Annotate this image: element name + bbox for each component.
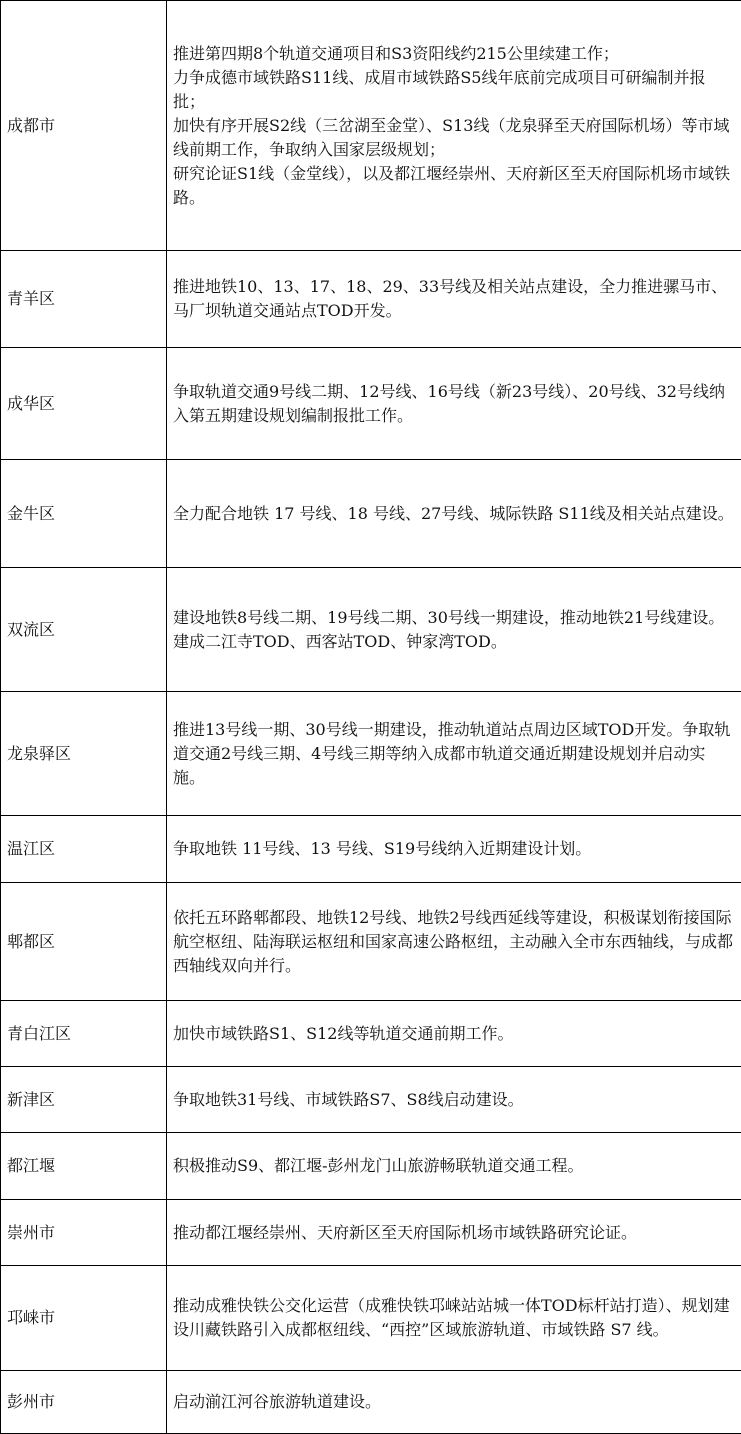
- content-cell: [167, 692, 741, 816]
- content-cell: [167, 568, 741, 692]
- content-line: 加快有序开展S2线（三岔湖至金堂）、S13线（龙泉驿至天府国际机场）等市域线前期工作，争取纳入国家层级规划；: [173, 115, 730, 159]
- content-cell: [167, 251, 741, 348]
- table-row: [1, 348, 741, 460]
- content-cell: [167, 1133, 741, 1200]
- content-cell: [167, 883, 741, 1001]
- content-line: 争取地铁 11号线、13 号线、S19号线纳入近期建设计划。: [173, 839, 592, 858]
- table-row: [1, 1266, 741, 1371]
- content-line: 启动湔江河谷旅游轨道建设。: [173, 1392, 382, 1411]
- region-cell: 彭州市: [1, 1371, 167, 1434]
- region-cell: 成都市: [1, 1, 167, 251]
- table-row: [1, 251, 741, 348]
- region-cell: 双流区: [1, 568, 167, 692]
- content-line: 积极推动S9、都江堰-彭州龙门山旅游畅联轨道交通工程。: [173, 1156, 584, 1175]
- table-row: [1, 1001, 741, 1067]
- content-line: 依托五环路郫都段、地铁12号线、地铁2号线西延线等建设，积极谋划衔接国际航空枢纽、陆海联运枢纽和国家高速公路枢纽，主动融入全市东西轴线，与成都西轴线双向并行。: [173, 907, 734, 975]
- content-line: 推动成雅快铁公交化运营（成雅快铁邛崃站站城一体TOD标杆站打造）、规划建设川藏铁路引入成都枢纽线、“西控”区域旅游轨道、市域铁路 S7 线。: [173, 1296, 730, 1339]
- content-cell: [167, 348, 741, 460]
- region-cell: 郫都区: [1, 883, 167, 1001]
- content-line: 全力配合地铁 17 号线、18 号线、27号线、城际铁路 S11线及相关站点建设。: [173, 503, 734, 523]
- region-cell: 新津区: [1, 1067, 167, 1133]
- content-line: 推进13号线一期、30号线一期建设，推动轨道站点周边区域TOD开发。争取轨道交通2号线三期、4号线三期等纳入成都市轨道交通近期建设规划并启动实施。: [173, 719, 731, 787]
- content-cell: [167, 816, 741, 883]
- content-line: 研究论证S1线（金堂线），以及都江堰经崇州、天府新区至天府国际机场市域铁路。: [173, 163, 731, 207]
- table-row: [1, 460, 741, 568]
- content-cell: [167, 1200, 741, 1266]
- content-line: 推进第四期8个轨道交通项目和S3资阳线约215公里续建工作；: [173, 43, 619, 63]
- content-cell: [167, 1371, 741, 1434]
- region-cell: 青羊区: [1, 251, 167, 348]
- content-line: 推进地铁10、13、17、18、29、33号线及相关站点建设，全力推进骡马市、马厂坝轨道交通站点TOD开发。: [173, 277, 728, 320]
- content-cell: [167, 1, 741, 251]
- table-row: [1, 1067, 741, 1133]
- content-cell: [167, 1266, 741, 1371]
- content-line: 加快市域铁路S1、S12线等轨道交通前期工作。: [173, 1023, 514, 1043]
- region-cell: 邛崃市: [1, 1266, 167, 1371]
- region-cell: 都江堰: [1, 1133, 167, 1200]
- region-cell: 青白江区: [1, 1001, 167, 1067]
- region-cell: 成华区: [1, 348, 167, 460]
- table-row: [1, 1, 741, 251]
- table-row: [1, 1200, 741, 1266]
- region-cell: 温江区: [1, 816, 167, 883]
- content-cell: [167, 1001, 741, 1067]
- region-cell: 崇州市: [1, 1200, 167, 1266]
- table-row: [1, 816, 741, 883]
- table-row: [1, 568, 741, 692]
- table-row: [1, 692, 741, 816]
- table-row: [1, 883, 741, 1001]
- content-cell: [167, 1067, 741, 1133]
- content-line: 推动都江堰经崇州、天府新区至天府国际机场市域铁路研究论证。: [173, 1222, 638, 1242]
- content-line: 建设地铁8号线二期、19号线二期、30号线一期建设，推动地铁21号线建设。建成二江寺TOD、西客站TOD、钟家湾TOD。: [173, 607, 725, 651]
- content-line: 力争成德市域铁路S11线、成眉市域铁路S5线年底前完成项目可研编制并报批；: [173, 67, 706, 111]
- region-cell: 龙泉驿区: [1, 692, 167, 816]
- region-cell: 金牛区: [1, 460, 167, 568]
- content-cell: [167, 460, 741, 568]
- content-line: 争取轨道交通9号线二期、12号线、16号线（新23号线）、20号线、32号线纳入第五期建设规划编制报批工作。: [173, 381, 725, 425]
- table-row: [1, 1371, 741, 1434]
- table-row: [1, 1133, 741, 1200]
- content-line: 争取地铁31号线、市域铁路S7、S8线启动建设。: [173, 1089, 524, 1109]
